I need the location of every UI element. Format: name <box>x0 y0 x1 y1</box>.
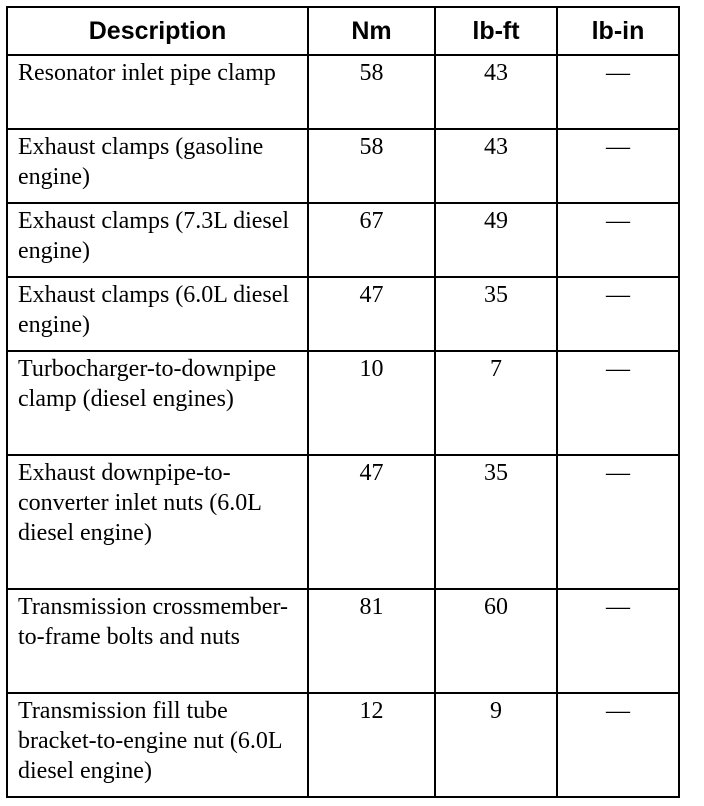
cell-description: Resonator inlet pipe clamp <box>7 55 308 129</box>
table-row <box>7 589 679 693</box>
table-row <box>7 203 679 277</box>
cell-description: Transmission fill tube bracket-to-engine nut (6.0L diesel engine) <box>7 693 308 797</box>
cell-lb-ft: 49 <box>435 203 557 277</box>
cell-lb-ft: 7 <box>435 351 557 455</box>
cell-lb-in: — <box>557 455 679 589</box>
table-row <box>7 55 679 129</box>
cell-lb-ft: 43 <box>435 129 557 203</box>
cell-lb-in: — <box>557 203 679 277</box>
cell-nm: 58 <box>308 129 435 203</box>
cell-lb-in: — <box>557 277 679 351</box>
cell-lb-ft: 35 <box>435 277 557 351</box>
cell-nm: 10 <box>308 351 435 455</box>
header-nm: Nm <box>308 7 435 55</box>
cell-nm: 12 <box>308 693 435 797</box>
cell-description: Exhaust clamps (7.3L diesel engine) <box>7 203 308 277</box>
cell-nm: 47 <box>308 277 435 351</box>
cell-description: Turbocharger-to-downpipe clamp (diesel engines) <box>7 351 308 455</box>
header-lb-ft: lb-ft <box>435 7 557 55</box>
cell-description: Exhaust downpipe-to-converter inlet nuts (6.0L diesel engine) <box>7 455 308 589</box>
cell-lb-ft: 9 <box>435 693 557 797</box>
table-row <box>7 693 679 797</box>
cell-lb-in: — <box>557 351 679 455</box>
cell-lb-ft: 35 <box>435 455 557 589</box>
cell-nm: 58 <box>308 55 435 129</box>
cell-lb-in: — <box>557 589 679 693</box>
cell-nm: 47 <box>308 455 435 589</box>
cell-description: Transmission crossmember-to-frame bolts and nuts <box>7 589 308 693</box>
cell-description: Exhaust clamps (6.0L diesel engine) <box>7 277 308 351</box>
torque-spec-table <box>6 6 680 798</box>
table-row <box>7 129 679 203</box>
cell-lb-in: — <box>557 693 679 797</box>
header-lb-in: lb-in <box>557 7 679 55</box>
cell-description: Exhaust clamps (gasoline engine) <box>7 129 308 203</box>
cell-nm: 67 <box>308 203 435 277</box>
cell-lb-in: — <box>557 55 679 129</box>
cell-lb-in: — <box>557 129 679 203</box>
table-row <box>7 455 679 589</box>
cell-lb-ft: 43 <box>435 55 557 129</box>
table-row <box>7 277 679 351</box>
header-description: Description <box>7 7 308 55</box>
table-row <box>7 351 679 455</box>
cell-lb-ft: 60 <box>435 589 557 693</box>
cell-nm: 81 <box>308 589 435 693</box>
table-header-row <box>7 7 679 55</box>
